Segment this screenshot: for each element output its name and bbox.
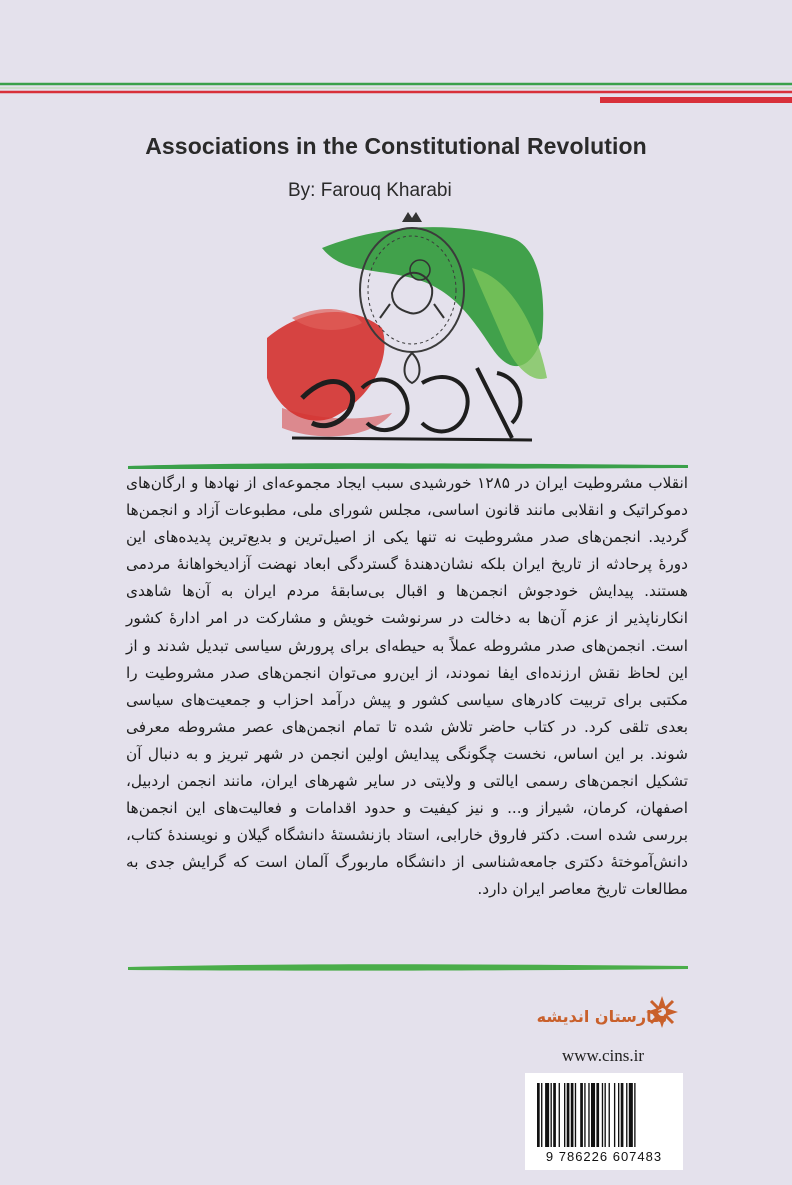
barcode-bar xyxy=(591,1083,595,1147)
description-paragraph: انقلاب مشروطیت ایران در ۱۲۸۵ خورشیدی سبب ایجاد مجموعه‌ای از نهادها و ارگان‌های دموکراتیک و انقلابی مانند قانون اساسی، مجلس شورای ملی، مطبوعات آزاد و انجمن‌ها گردید. انجمن‌های صدر مشروطیت نه تنها یکی از اصیل‌ترین و بدیع‌ترین پدیده‌های این دورهٔ پرحادثه از تاریخ ایران بلکه نشان‌دهندهٔ گستردگی ابعاد نهضت آزادیخواهانهٔ مردمی هستند. پیدایش خودجوش انجمن‌ها و اقبال بی‌سابقهٔ مردم ایران به آن‌ها شاهدی انکارناپذیر از عزم آن‌ها به دخالت در سرنوشت خویش و مشارکت در امر ادارهٔ کشور است. انجمن‌های صدر مشروطه عملاً به حیطه‌ای برای پرورش سیاسی تبدیل شدند و از این لحاظ نقش ارزنده‌ای ایفا نمودند، از این‌رو می‌توان انجمن‌های صدر مشروطیت را مکتبی برای تربیت کادرهای سیاسی کشور و پیش درآمد احزاب و جمعیت‌های سیاسی بعدی تلقی کرد. در کتاب حاضر تلاش شده تا تمام انجمن‌های عصر مشروطه معرفی شوند. بر این اساس، نخست چگونگی پیدایش اولین انجمن در شهر تبریز و به دنبال آن تشکیل انجمن‌های رسمی ایالتی و ولایتی در سایر شهرهای ایران، مانند انجمن اردبیل، اصفهان، کرمان، شیراز و... و نیز کیفیت و حدود اقدامات و فعالیت‌های این انجمن‌ها بررسی شده است. دکتر فاروق خارابی، استاد بازنشستهٔ دانشگاه گیلان و نویسندهٔ کتاب، دانش‌آموختهٔ دکتری جامعه‌شناسی از دانشگاه ماربورگ آلمان است که گرایش جدی به مطالعات تاریخ معاصر ایران دارد. xyxy=(126,474,688,899)
barcode-bar xyxy=(634,1083,635,1147)
bottom-green-brush-divider xyxy=(128,962,688,972)
barcode-bar xyxy=(614,1083,615,1147)
barcode-bar xyxy=(559,1083,560,1147)
barcode-bar xyxy=(626,1083,627,1147)
book-description xyxy=(126,470,688,904)
barcode-bar xyxy=(575,1083,576,1147)
barcode-bar xyxy=(588,1083,589,1147)
barcode-bar xyxy=(537,1083,540,1147)
barcode-bar xyxy=(541,1083,542,1147)
publisher-logo xyxy=(536,984,682,1044)
isbn-number: 9 786226 607483 xyxy=(545,1149,663,1164)
barcode-bar xyxy=(580,1083,583,1147)
barcode-bar xyxy=(621,1083,624,1147)
barcode-bar xyxy=(564,1083,565,1147)
top-green-brush-divider xyxy=(128,460,688,470)
barcode-bar xyxy=(596,1083,599,1147)
barcode-bar xyxy=(609,1083,610,1147)
barcode-bar xyxy=(571,1083,574,1147)
publisher-logo-text: نگارستان اندیشه xyxy=(536,1007,668,1026)
book-title: Associations in the Constitutional Revolution xyxy=(145,133,647,159)
barcode-bar xyxy=(584,1083,585,1147)
barcode-bar xyxy=(553,1083,556,1147)
barcode-bar xyxy=(545,1083,549,1147)
barcode-bar xyxy=(567,1083,570,1147)
book-author: By: Farouq Kharabi xyxy=(288,180,452,201)
isbn-barcode xyxy=(525,1073,683,1170)
top-flag-stripes xyxy=(0,80,792,110)
barcode-bar xyxy=(605,1083,606,1147)
barcode-bar xyxy=(618,1083,619,1147)
publisher-url: www.cins.ir xyxy=(562,1046,644,1065)
barcode-bars xyxy=(535,1083,673,1147)
cover-emblem-art xyxy=(262,208,562,464)
barcode-bar xyxy=(629,1083,633,1147)
barcode-bar xyxy=(551,1083,552,1147)
barcode-bar xyxy=(602,1083,603,1147)
